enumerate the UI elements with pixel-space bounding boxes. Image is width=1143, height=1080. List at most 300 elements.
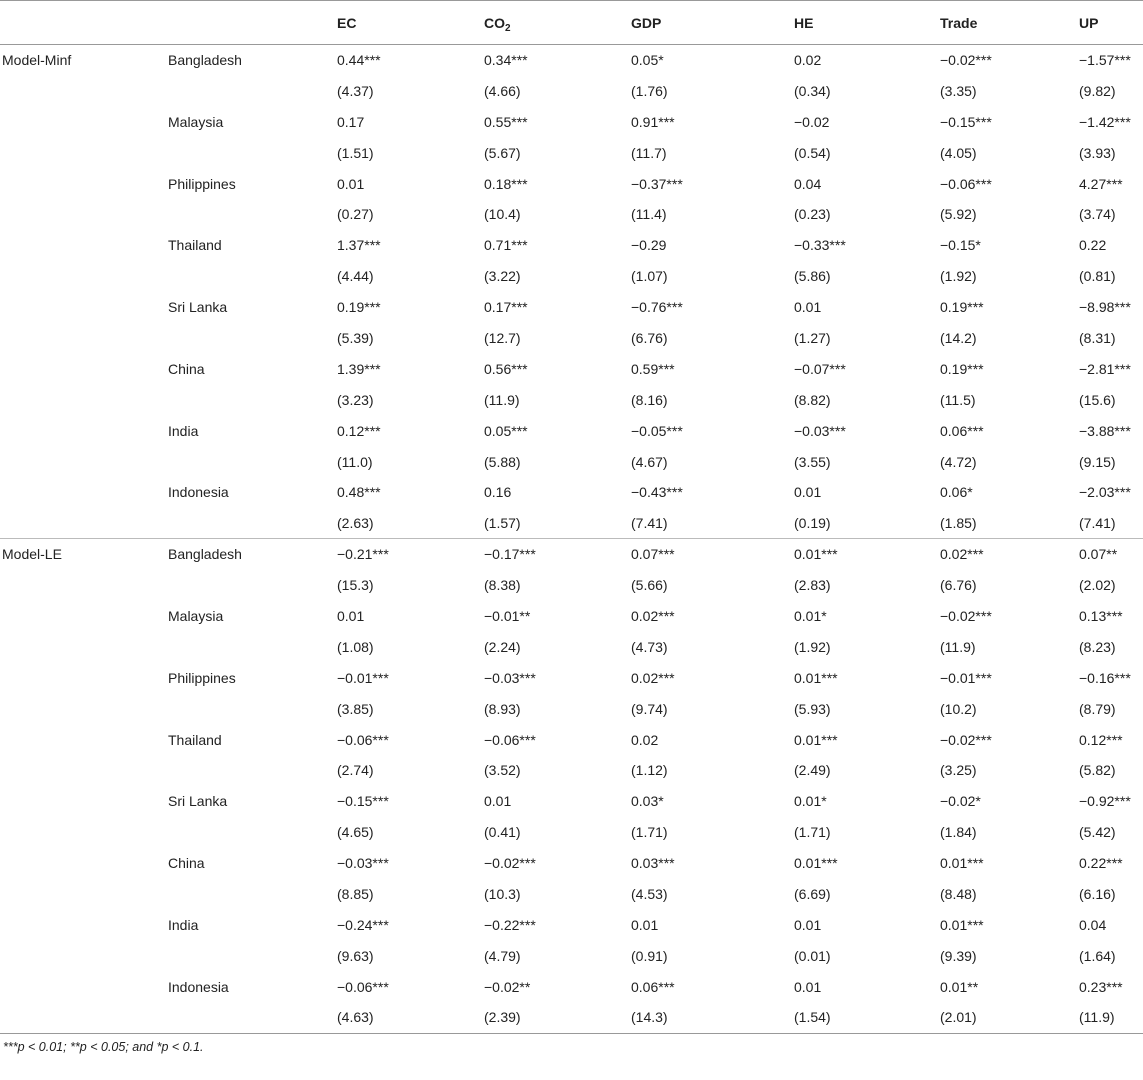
country-label: Malaysia xyxy=(168,113,224,130)
column-header-2: EC xyxy=(337,1,484,45)
model-label xyxy=(0,261,168,292)
coefficient-cell: −0.03*** xyxy=(337,855,389,872)
model-label xyxy=(0,879,168,910)
coefficient-cell: 1.39*** xyxy=(337,360,381,377)
t-statistic-cell: (8.48) xyxy=(940,885,977,902)
table-row-tstat xyxy=(0,755,1143,786)
coefficient-cell: 0.06*** xyxy=(631,978,675,995)
t-statistic-cell: (5.39) xyxy=(337,329,374,346)
coefficient-cell: 0.12*** xyxy=(1079,731,1123,748)
coefficient-cell: −0.06*** xyxy=(940,175,992,192)
t-statistic-cell: (2.02) xyxy=(1079,577,1116,594)
coefficient-cell: 0.01 xyxy=(794,484,822,501)
table-row-tstat xyxy=(0,199,1143,230)
coefficient-cell: 4.27*** xyxy=(1079,175,1123,192)
coefficient-cell: −0.16*** xyxy=(1079,669,1131,686)
coefficient-cell: −0.76*** xyxy=(631,299,683,316)
t-statistic-cell: (1.84) xyxy=(940,824,977,841)
t-statistic-cell: (14.2) xyxy=(940,329,977,346)
t-statistic-cell: (1.12) xyxy=(631,762,668,779)
coefficient-cell: −0.06*** xyxy=(337,731,389,748)
t-statistic-cell: (4.73) xyxy=(631,638,668,655)
coefficient-cell: 0.02 xyxy=(631,731,659,748)
t-statistic-cell: (1.07) xyxy=(631,268,668,285)
coefficient-cell: −0.01** xyxy=(484,607,531,624)
table-row-tstat xyxy=(0,879,1143,910)
coefficient-cell: −0.03*** xyxy=(484,669,536,686)
model-label xyxy=(0,199,168,230)
t-statistic-cell: (5.67) xyxy=(484,144,521,161)
table-body xyxy=(0,45,1143,1034)
t-statistic-cell: (2.74) xyxy=(337,762,374,779)
coefficient-cell: 0.04 xyxy=(794,175,822,192)
t-statistic-cell: (7.41) xyxy=(1079,515,1116,532)
coefficient-cell: 0.19*** xyxy=(337,299,381,316)
coefficient-cell: 0.22 xyxy=(1079,237,1107,254)
model-label xyxy=(0,755,168,786)
country-label: Thailand xyxy=(168,237,222,254)
model-label xyxy=(0,631,168,662)
t-statistic-cell: (8.85) xyxy=(337,885,374,902)
table-row-coefficient xyxy=(0,477,1143,508)
t-statistic-cell: (1.64) xyxy=(1079,947,1116,964)
t-statistic-cell: (0.41) xyxy=(484,824,521,841)
model-label xyxy=(0,292,168,323)
t-statistic-cell: (11.0) xyxy=(337,453,373,470)
t-statistic-cell: (11.9) xyxy=(484,391,520,408)
t-statistic-cell: (3.22) xyxy=(484,268,521,285)
coefficient-cell: 0.44*** xyxy=(337,52,381,69)
coefficient-cell: 0.01 xyxy=(484,793,512,810)
table-row-coefficient xyxy=(0,292,1143,323)
country-label: Bangladesh xyxy=(168,52,242,69)
coefficient-cell: −1.57*** xyxy=(1079,52,1131,69)
table-row-coefficient xyxy=(0,415,1143,446)
t-statistic-cell: (3.93) xyxy=(1079,144,1116,161)
model-label xyxy=(0,570,168,601)
coefficient-cell: −0.21*** xyxy=(337,539,484,570)
coefficient-cell: 0.02*** xyxy=(631,669,675,686)
coefficient-cell: 0.48*** xyxy=(337,484,381,501)
table-row-tstat xyxy=(0,570,1143,601)
model-label xyxy=(0,786,168,817)
coefficient-cell: −0.15*** xyxy=(940,113,992,130)
coefficient-cell: −0.03*** xyxy=(794,422,846,439)
coefficient-cell: 0.55*** xyxy=(484,113,528,130)
header-row xyxy=(0,1,1143,45)
t-statistic-cell: (3.55) xyxy=(794,453,831,470)
coefficient-cell: 0.07** xyxy=(1079,539,1143,570)
country-label xyxy=(168,384,337,415)
country-label: Thailand xyxy=(168,731,222,748)
t-statistic-cell: (3.23) xyxy=(337,391,374,408)
coefficient-cell: −0.37*** xyxy=(631,175,683,192)
t-statistic-cell: (6.76) xyxy=(631,329,668,346)
country-label: India xyxy=(168,422,199,439)
coefficient-cell: −0.15* xyxy=(940,237,981,254)
table-row-coefficient xyxy=(0,909,1143,940)
country-label: Sri Lanka xyxy=(168,793,228,810)
coefficient-cell: 0.01 xyxy=(794,916,822,933)
country-label: Sri Lanka xyxy=(168,299,228,316)
t-statistic-cell: (15.3) xyxy=(337,577,374,594)
model-label xyxy=(0,168,168,199)
t-statistic-cell: (8.38) xyxy=(484,577,521,594)
model-label xyxy=(0,477,168,508)
country-label: Philippines xyxy=(168,175,236,192)
coefficient-cell: 0.12*** xyxy=(337,422,381,439)
country-label xyxy=(168,1002,337,1033)
t-statistic-cell: (9.15) xyxy=(1079,453,1116,470)
t-statistic-cell: (15.6) xyxy=(1079,391,1116,408)
model-label xyxy=(0,415,168,446)
table-row-coefficient xyxy=(0,353,1143,384)
coefficient-cell: −0.17*** xyxy=(484,539,631,570)
country-label xyxy=(168,817,337,848)
coefficient-cell: −2.81*** xyxy=(1079,360,1131,377)
t-statistic-cell: (3.52) xyxy=(484,762,521,779)
coefficient-cell: −0.15*** xyxy=(337,793,389,810)
t-statistic-cell: (2.83) xyxy=(794,577,831,594)
table-row-coefficient xyxy=(0,230,1143,261)
coefficient-cell: 0.13*** xyxy=(1079,607,1123,624)
t-statistic-cell: (6.16) xyxy=(1079,885,1116,902)
coefficient-cell: −0.06*** xyxy=(484,731,536,748)
t-statistic-cell: (12.7) xyxy=(484,329,521,346)
model-label xyxy=(0,323,168,354)
coefficient-cell: 0.01 xyxy=(337,607,365,624)
table-row-coefficient xyxy=(0,848,1143,879)
coefficient-cell: −0.01*** xyxy=(337,669,389,686)
country-label xyxy=(168,940,337,971)
coefficient-cell: 0.23*** xyxy=(1079,978,1123,995)
country-label xyxy=(168,199,337,230)
t-statistic-cell: (10.3) xyxy=(484,885,521,902)
country-label xyxy=(168,508,337,539)
model-label xyxy=(0,1002,168,1033)
t-statistic-cell: (1.76) xyxy=(631,82,668,99)
t-statistic-cell: (11.7) xyxy=(631,144,667,161)
t-statistic-cell: (5.42) xyxy=(1079,824,1116,841)
coefficient-cell: −0.24*** xyxy=(337,916,389,933)
model-label xyxy=(0,137,168,168)
column-header-1 xyxy=(168,1,337,45)
coefficient-cell: −0.33*** xyxy=(794,237,846,254)
coefficient-cell: −8.98*** xyxy=(1079,299,1131,316)
table-row-tstat xyxy=(0,384,1143,415)
table-row-coefficient xyxy=(0,106,1143,137)
t-statistic-cell: (2.63) xyxy=(337,515,374,532)
column-header-4: GDP xyxy=(631,1,794,45)
t-statistic-cell: (5.93) xyxy=(794,700,831,717)
column-header-3: $CO_2$ xyxy=(484,1,631,45)
table-row-coefficient xyxy=(0,168,1143,199)
t-statistic-cell: (1.85) xyxy=(940,515,977,532)
coefficient-cell: −0.07*** xyxy=(794,360,846,377)
t-statistic-cell: (11.5) xyxy=(940,391,976,408)
t-statistic-cell: (11.9) xyxy=(1079,1002,1143,1033)
t-statistic-cell: (4.37) xyxy=(337,82,374,99)
coefficient-cell: 0.01 xyxy=(631,916,659,933)
t-statistic-cell: (3.35) xyxy=(940,82,977,99)
model-label xyxy=(0,353,168,384)
t-statistic-cell: (9.39) xyxy=(940,947,977,964)
coefficient-cell: 0.19*** xyxy=(940,299,984,316)
country-label xyxy=(168,755,337,786)
coefficient-cell: −0.92*** xyxy=(1079,793,1131,810)
model-label: Model-LE xyxy=(0,539,168,570)
t-statistic-cell: (9.82) xyxy=(1079,82,1116,99)
t-statistic-cell: (4.72) xyxy=(940,453,977,470)
coefficient-cell: −0.06*** xyxy=(337,978,389,995)
table-row-tstat xyxy=(0,940,1143,971)
t-statistic-cell: (1.71) xyxy=(631,824,668,841)
model-label xyxy=(0,971,168,1002)
coefficient-cell: −2.03*** xyxy=(1079,484,1131,501)
coefficient-cell: 0.05* xyxy=(631,52,664,69)
coefficient-cell: −0.02*** xyxy=(940,52,992,69)
t-statistic-cell: (9.63) xyxy=(337,947,374,964)
coefficient-cell: −0.22*** xyxy=(484,916,536,933)
t-statistic-cell: (1.27) xyxy=(794,329,831,346)
coefficient-cell: 0.17*** xyxy=(484,299,528,316)
model-label xyxy=(0,106,168,137)
coefficient-cell: 0.02 xyxy=(794,52,822,69)
model-label xyxy=(0,508,168,539)
coefficient-cell: 0.01** xyxy=(940,978,979,995)
country-label: Malaysia xyxy=(168,607,224,624)
t-statistic-cell: (6.69) xyxy=(794,885,831,902)
country-label: Philippines xyxy=(168,669,236,686)
coefficient-cell: 0.59*** xyxy=(631,360,675,377)
t-statistic-cell: (4.53) xyxy=(631,885,668,902)
coefficient-cell: 0.06* xyxy=(940,484,973,501)
t-statistic-cell: (8.82) xyxy=(794,391,831,408)
table-row-coefficient xyxy=(0,662,1143,693)
model-label xyxy=(0,724,168,755)
coefficient-cell: 0.01* xyxy=(794,607,827,624)
model-label xyxy=(0,693,168,724)
t-statistic-cell: (4.44) xyxy=(337,268,374,285)
t-statistic-cell: (10.2) xyxy=(940,700,977,717)
table-row-coefficient xyxy=(0,786,1143,817)
model-label xyxy=(0,662,168,693)
t-statistic-cell: (0.23) xyxy=(794,206,831,223)
model-label xyxy=(0,384,168,415)
coefficient-cell: −0.02*** xyxy=(484,855,536,872)
table-row-tstat xyxy=(0,75,1143,106)
t-statistic-cell: (4.63) xyxy=(337,1002,484,1033)
t-statistic-cell: (0.01) xyxy=(794,947,831,964)
t-statistic-cell: (0.91) xyxy=(631,947,668,964)
model-label xyxy=(0,75,168,106)
table-row-tstat xyxy=(0,508,1143,539)
table-row-coefficient xyxy=(0,724,1143,755)
t-statistic-cell: (11.9) xyxy=(940,638,976,655)
table-row-tstat xyxy=(0,817,1143,848)
t-statistic-cell: (8.79) xyxy=(1079,700,1116,717)
coefficient-cell: −3.88*** xyxy=(1079,422,1131,439)
coefficient-cell: 0.03* xyxy=(631,793,664,810)
t-statistic-cell: (4.05) xyxy=(940,144,977,161)
t-statistic-cell: (4.66) xyxy=(484,82,521,99)
table-header xyxy=(0,1,1143,45)
coefficient-cell: 0.01*** xyxy=(794,669,838,686)
t-statistic-cell: (2.01) xyxy=(940,1002,1079,1033)
country-label xyxy=(168,570,337,601)
t-statistic-cell: (2.39) xyxy=(484,1002,631,1033)
coefficient-cell: 0.01*** xyxy=(940,855,984,872)
model-label: Model-Minf xyxy=(2,52,72,69)
coefficient-cell: 0.16 xyxy=(484,484,512,501)
coefficient-cell: 0.56*** xyxy=(484,360,528,377)
t-statistic-cell: (1.08) xyxy=(337,638,374,655)
coefficient-cell: 0.19*** xyxy=(940,360,984,377)
country-label xyxy=(168,693,337,724)
coefficient-cell: −0.02 xyxy=(794,113,830,130)
country-label xyxy=(168,631,337,662)
t-statistic-cell: (9.74) xyxy=(631,700,668,717)
t-statistic-cell: (6.76) xyxy=(940,577,977,594)
t-statistic-cell: (0.27) xyxy=(337,206,374,223)
t-statistic-cell: (8.16) xyxy=(631,391,668,408)
model-label xyxy=(0,909,168,940)
column-header-5: HE xyxy=(794,1,940,45)
t-statistic-cell: (1.71) xyxy=(794,824,831,841)
model-label xyxy=(0,817,168,848)
coefficient-cell: 0.01*** xyxy=(940,916,984,933)
country-label xyxy=(168,446,337,477)
coefficient-cell: −0.29 xyxy=(631,237,667,254)
t-statistic-cell: (0.54) xyxy=(794,144,831,161)
t-statistic-cell: (1.51) xyxy=(337,144,374,161)
coefficient-cell: 0.01*** xyxy=(794,855,838,872)
table-row-tstat xyxy=(0,261,1143,292)
country-label: Indonesia xyxy=(168,978,229,995)
country-label xyxy=(168,75,337,106)
coefficient-cell: 0.01 xyxy=(337,175,365,192)
model-label xyxy=(0,601,168,632)
t-statistic-cell: (1.92) xyxy=(940,268,977,285)
model-label xyxy=(0,848,168,879)
column-header-6: Trade xyxy=(940,1,1079,45)
country-label: Bangladesh xyxy=(168,539,337,570)
coefficient-cell: 0.17 xyxy=(337,113,365,130)
t-statistic-cell: (2.24) xyxy=(484,638,521,655)
table-row-tstat xyxy=(0,693,1143,724)
country-label: China xyxy=(168,360,205,377)
coefficient-cell: 0.07*** xyxy=(631,539,794,570)
coefficient-cell: 0.34*** xyxy=(484,52,528,69)
t-statistic-cell: (8.93) xyxy=(484,700,521,717)
coefficient-cell: 0.05*** xyxy=(484,422,528,439)
model-label xyxy=(0,940,168,971)
coefficient-cell: 0.01*** xyxy=(794,539,940,570)
coefficient-cell: 0.03*** xyxy=(631,855,675,872)
country-label xyxy=(168,137,337,168)
t-statistic-cell: (11.4) xyxy=(631,206,667,223)
coefficient-cell: 0.22*** xyxy=(1079,855,1123,872)
coefficient-cell: 0.01 xyxy=(794,299,822,316)
t-statistic-cell: (5.86) xyxy=(794,268,831,285)
t-statistic-cell: (3.85) xyxy=(337,700,374,717)
coefficient-cell: −0.02* xyxy=(940,793,981,810)
coefficient-cell: −0.02*** xyxy=(940,731,992,748)
coefficient-cell: −0.02** xyxy=(484,978,531,995)
coefficient-cell: −1.42*** xyxy=(1079,113,1131,130)
t-statistic-cell: (1.57) xyxy=(484,515,521,532)
t-statistic-cell: (1.92) xyxy=(794,638,831,655)
coefficient-cell: 0.02*** xyxy=(940,539,1079,570)
model-label xyxy=(0,446,168,477)
coefficient-cell: 0.04 xyxy=(1079,916,1107,933)
coefficient-cell: 0.01* xyxy=(794,793,827,810)
t-statistic-cell: (3.74) xyxy=(1079,206,1116,223)
t-statistic-cell: (8.23) xyxy=(1079,638,1116,655)
t-statistic-cell: (2.49) xyxy=(794,762,831,779)
country-label: India xyxy=(168,916,199,933)
t-statistic-cell: (4.65) xyxy=(337,824,374,841)
coefficient-cell: −0.01*** xyxy=(940,669,992,686)
table-footnote: ***p < 0.01; **p < 0.05; and *p < 0.1. xyxy=(3,1039,204,1054)
coefficient-cell: 0.71*** xyxy=(484,237,528,254)
t-statistic-cell: (0.34) xyxy=(794,82,831,99)
coefficient-cell: −0.05*** xyxy=(631,422,683,439)
table-row-tstat xyxy=(0,631,1143,662)
t-statistic-cell: (5.82) xyxy=(1079,762,1116,779)
t-statistic-cell: (5.92) xyxy=(940,206,977,223)
t-statistic-cell: (10.4) xyxy=(484,206,521,223)
t-statistic-cell: (1.54) xyxy=(794,1002,940,1033)
coefficient-cell: −0.02*** xyxy=(940,607,992,624)
coefficient-cell: 0.01*** xyxy=(794,731,838,748)
t-statistic-cell: (0.81) xyxy=(1079,268,1116,285)
table-row-coefficient xyxy=(0,601,1143,632)
model-label xyxy=(0,230,168,261)
table-row-tstat xyxy=(0,323,1143,354)
table-row-coefficient xyxy=(0,45,1143,76)
table-row-coefficient xyxy=(0,971,1143,1002)
country-label xyxy=(168,879,337,910)
t-statistic-cell: (5.88) xyxy=(484,453,521,470)
table-row-coefficient xyxy=(0,539,1143,570)
t-statistic-cell: (3.25) xyxy=(940,762,977,779)
coefficient-cell: 0.06*** xyxy=(940,422,984,439)
country-label xyxy=(168,261,337,292)
coefficient-cell: 0.18*** xyxy=(484,175,528,192)
t-statistic-cell: (0.19) xyxy=(794,515,831,532)
coefficient-cell: 1.37*** xyxy=(337,237,381,254)
country-label xyxy=(168,323,337,354)
table-row-tstat xyxy=(0,446,1143,477)
t-statistic-cell: (7.41) xyxy=(631,515,668,532)
t-statistic-cell: (8.31) xyxy=(1079,329,1116,346)
table-row-tstat xyxy=(0,1002,1143,1033)
coefficient-cell: 0.01 xyxy=(794,978,822,995)
t-statistic-cell: (14.3) xyxy=(631,1002,794,1033)
column-header-7: UP xyxy=(1079,1,1143,45)
country-label: China xyxy=(168,855,205,872)
t-statistic-cell: (4.79) xyxy=(484,947,521,964)
coefficient-cell: 0.91*** xyxy=(631,113,675,130)
t-statistic-cell: (4.67) xyxy=(631,453,668,470)
country-label: Indonesia xyxy=(168,484,229,501)
coefficient-cell: −0.43*** xyxy=(631,484,683,501)
t-statistic-cell: (5.66) xyxy=(631,577,668,594)
column-header-0 xyxy=(0,1,168,45)
coefficient-cell: 0.02*** xyxy=(631,607,675,624)
table-row-tstat xyxy=(0,137,1143,168)
